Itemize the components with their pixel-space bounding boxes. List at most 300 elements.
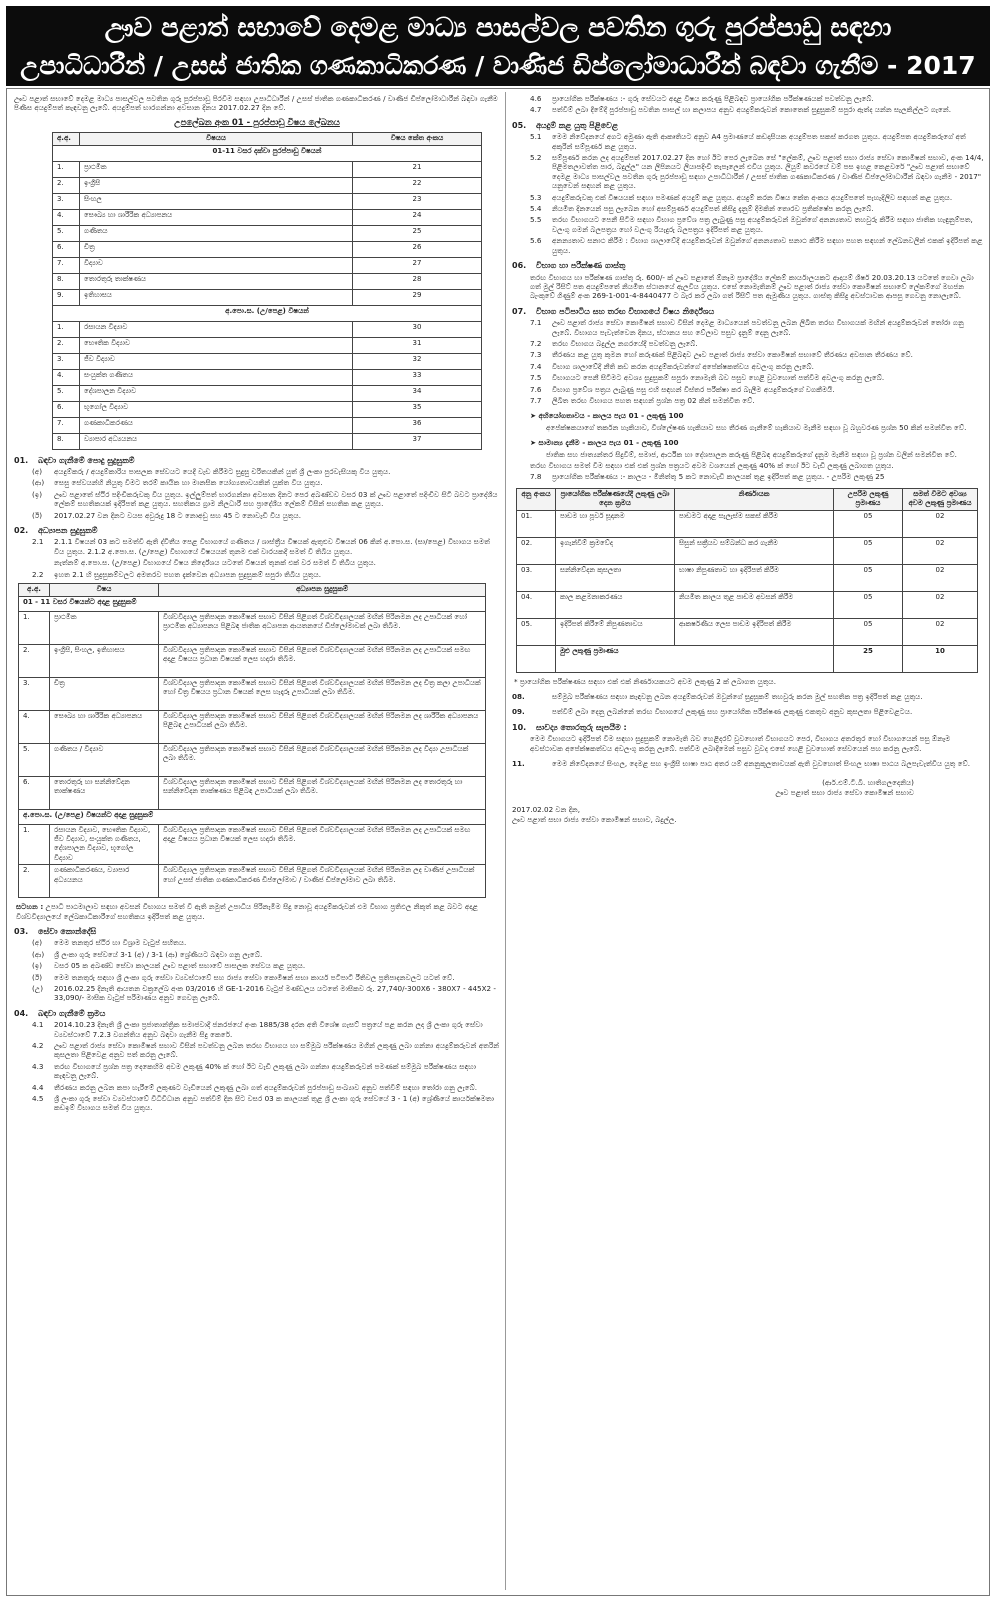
subject-code: 35 (353, 401, 482, 417)
section-02 (14, 526, 500, 579)
marks-no: 03. (517, 564, 556, 591)
marks-row (517, 510, 978, 537)
subject-name: සෞඛ්‍ය හා ශාරීරික අධ්‍යාපනය (80, 209, 353, 225)
subject-row (53, 321, 482, 337)
item-key: 2.2 (32, 569, 44, 579)
item-key: 7.6 (530, 384, 542, 394)
list-item (530, 396, 984, 405)
paper-1-text: අපේක්ෂකයාගේ තර්කන හැකියාව, විශ්ලේෂණ හැකියාව සහ තීරණ ගැනීමේ හැකියාව මැනීම සඳහා වූ බහුවරණ ප්‍රශ්න 50 කින් සමන්විත වේ. (546, 422, 967, 432)
subject-row (53, 241, 482, 257)
subject-no: 3. (53, 353, 80, 369)
subject-code: 36 (353, 417, 482, 433)
list-item (32, 961, 500, 970)
list-item (530, 362, 984, 371)
subject-no: 2. (53, 177, 80, 193)
list-item (530, 318, 984, 337)
list-item (530, 105, 984, 114)
list-item (530, 153, 984, 191)
item-key: 4.2 (32, 1041, 44, 1050)
section-07 (512, 307, 984, 482)
marks-criterion: කාල කළමනාකරණය (556, 591, 675, 618)
marks-criterion: ඉගැන්වීම් ක්‍රමවේද (556, 537, 675, 564)
list-item (530, 236, 984, 255)
item-text: 2017.02.27 වන දිනට වයස අවුරුදු 18 ට නොඅඩු සහ 45 ට නොවැඩි විය යුතුය. (54, 510, 302, 520)
item-key: 7.1 (530, 318, 542, 328)
section-text: පත්වීම් ලබා දෙනු ලබන්නේ තරඟ විභාගයේ ලකුණු සහ ප්‍රායෝගික පරීක්ෂණ ලකුණු එකතුව අනුව කුසලතා පිළිවෙළටය. (552, 707, 913, 717)
item-text: ඌව පළාත් රාජ්‍ය සේවා කොමිෂන් සභාව විසින් පවත්වනු ලබන තරඟ විභාගය හා සම්මුඛ පරීක්ෂණය මගින් ලකුණු ලබා ගන්නා අයදුම්කරුවන් අතරින් කුසලතා පිළිවෙළ අනුව පත් කරනු ලැබේ. (54, 1041, 500, 1060)
header-banner (6, 6, 990, 86)
subject-row (53, 433, 482, 449)
list-item (530, 193, 984, 202)
section-01 (14, 456, 500, 520)
subject-name: ඉතිහාසය (80, 289, 353, 305)
section-06 (512, 261, 984, 301)
subject-name: ඉංග්‍රීසි (80, 177, 353, 193)
qual-no: 4. (19, 710, 50, 743)
item-text: අයදුම්කරුවකු එක් විෂයයක් සඳහා පමණක් අයදුම් කළ යුතුය. අයදුම් කරන විෂය කේත අංකය අයදුම්පතේ පැහැදිලිව සඳහන් කළ යුතුය. (552, 192, 953, 202)
marks-desc: නියමිත කාලය තුළ පාඩම අවසන් කිරීම (675, 591, 834, 618)
marks-desc: පාඩමට අදාළ සැලැස්ම සකස් කිරීම (675, 510, 834, 537)
marks-max: 05 (834, 564, 903, 591)
subject-row (53, 385, 482, 401)
qual-subject: තොරතුරු හා සන්නිවේදන තාක්ෂණය (50, 776, 159, 809)
item-key (32, 558, 54, 567)
item-key: (ඊ) (32, 510, 43, 520)
item-key: (ආ) (32, 478, 45, 488)
list-item (32, 511, 500, 520)
subject-code: 25 (353, 225, 482, 241)
qualification-row (19, 611, 486, 644)
qual-no: 2. (19, 644, 50, 677)
section-number: 06. (512, 261, 527, 271)
marks-min: 02 (903, 591, 978, 618)
marks-header-desc: නිර්ණායක (675, 488, 834, 510)
note-text: උපාධි පාඨමාලාව සඳහා අවසන් විභාගය සමත් වී ඇති නමුත් උපාධිය පිරිනැමීම සිදු නොවූ අයදුම්කරුවන් එම විභාග ප්‍රතිඵල නිකුත් කළ බවට අදාළ විශ්වවිද්‍යාලයේ ලේඛකාධිකාරීගේ සහතිකය ඉදිරිපත් කළ යුතුය. (16, 902, 478, 921)
footer-place: ඌව පළාත් සභා රාජ්‍ය සේවා කොමිෂන් සභාව, බදුල්ල. (512, 814, 677, 824)
section-number: 07. (512, 306, 527, 316)
item-text: ඌව පළාත් රාජ්‍ය සේවා කොමිෂන් සභාව විසින් දෙමළ මාධ්‍යයෙන් පවත්වනු ලබන ලිඛිත තරඟ විභාගයක් මඟින් අයදුම්කරුවන් තෝරා ගනු ලැබේ. විභාගය පැවැත්වෙන දිනය, ස්ථානය සහ වේලාව පසුව දැනුම් දෙනු ලැබේ. (552, 318, 964, 337)
marks-no: 01. (517, 510, 556, 537)
subject-table-header-no: අ.අ. (53, 133, 80, 145)
subject-no: 9. (53, 289, 80, 305)
item-key: 5.6 (530, 236, 542, 246)
item-key: 5.4 (530, 204, 542, 214)
item-key: 5.2 (530, 153, 542, 163)
subject-row (53, 401, 482, 417)
marks-max: 05 (834, 537, 903, 564)
item-key: 4.1 (32, 1020, 44, 1030)
subject-table-header-subject: විෂයය (80, 133, 353, 145)
item-text: ප්‍රායෝගික පරීක්ෂණය :- ගුරු සේවයට අදාළ විෂය කරුණු පිළිබඳව ප්‍රායෝගික පරීක්ෂණයක් පවත්වනු ලැබේ. (552, 94, 874, 103)
item-text: 2.1.1 විෂයන් 03 කට සමත්වී ඇති ද්විතීය පෙළ විභාගයේ ගණිතය / ශාස්ත්‍රීය විෂයක් ඇතුළුව විෂයන් 06 කින් අ.පො.ස. (සා/පෙළ) විභාගය සමත් විය යුතුය. 2.1.2 අ.පො.ස. (උ/පෙළ) විභාගයේ විෂයයන් තුනම එක් වාරයකදී සමත් වී තිබිය යුතුය. (54, 537, 490, 556)
qualification-row (19, 743, 486, 776)
section-10 (512, 723, 984, 753)
subject-no: 5. (53, 225, 80, 241)
section-number: 02. (14, 526, 29, 536)
subject-code: 23 (353, 193, 482, 209)
list-item (32, 1020, 500, 1039)
list-item (32, 950, 500, 959)
subject-name: විද්‍යාව (80, 257, 353, 273)
item-text: මෙම තනතුර ස්ථිර හා විශ්‍රාම වැටුප් සහිතය. (54, 938, 187, 948)
section-number: 10. (512, 722, 527, 732)
list-item (530, 385, 984, 394)
subject-no: 6. (53, 241, 80, 257)
marks-no: 05. (517, 618, 556, 645)
item-text: ඌව පළාතේ ස්ථිර පදිංචිකරුවකු විය යුතුය. ඉල්ලුම්පත් භාරගන්නා අවසාන දිනට පෙර අඛණ්ඩව වසර 03 ක් ඌව පළාතේ පදිංචිව සිටි බවට ප්‍රාදේශීය ලේකම් සහතිකයක් ඉදිරිපත් කළ යුතුය. සහතිකය ග්‍රාම නිලධාරී සහ ප්‍රාදේශීය ලේකම් විසින් සහතික කළ යුතුය. (54, 489, 498, 509)
item-key: 7.2 (530, 338, 542, 348)
list-item (32, 478, 500, 487)
list-item (32, 1062, 500, 1081)
marks-no: 02. (517, 537, 556, 564)
section-03 (14, 927, 500, 1003)
marks-no: 04. (517, 591, 556, 618)
qualification-row (19, 677, 486, 710)
marks-row (517, 591, 978, 618)
paper-2-text: ජාතික සහ ජාත්‍යන්තර සිදුවීම්, සමාජ, ආර්ථික හා දේශපාලන කරුණු පිළිබඳ අයදුම්කරුගේ දැනුම මැනීම සඳහා වූ ප්‍රශ්න වලින් සමන්විත වේ. (546, 449, 957, 459)
list-item (32, 938, 500, 947)
qual-group-1: 01 - 11 වසර විෂයන්ට අදාළ සුදුසුකම් (19, 596, 486, 611)
list-item (530, 94, 984, 103)
item-key: 5.3 (530, 192, 542, 202)
subject-table (52, 132, 482, 449)
marks-row (517, 564, 978, 591)
section-title: සාවද්‍ය තොරතුරු සැපයීම : (536, 722, 627, 732)
subject-name: චිත්‍ර (80, 241, 353, 257)
qualification-table (18, 583, 486, 898)
marks-criterion: ඉදිරිපත් කිරීමේ නිපුණතාවය (556, 618, 675, 645)
qual-subject: රසායන විද්‍යාව, භෞතික විද්‍යාව, ජීව විද්‍යාව, සංයුක්ත ගණිතය, දේශපාලන විද්‍යාව, භූගෝල විද්‍යාව (50, 824, 159, 865)
qual-header-requirement: අධ්‍යාපන සුදුසුකම් (159, 584, 486, 596)
footer (512, 805, 984, 824)
subject-code: 28 (353, 273, 482, 289)
subject-code: 24 (353, 209, 482, 225)
subject-table-header-code: විෂය කේත අංකය (353, 133, 482, 145)
qual-no: 1. (19, 824, 50, 865)
qual-requirement: විශ්වවිද්‍යාල ප්‍රතිපාදන කොමිෂන් සභාව විසින් පිළිගත් විශ්වවිද්‍යාලයක් මඟින් පිරිනමන ලද තොරතුරු හා සන්නිවේදන තාක්ෂණය පිළිබඳ උපාධියක් ලබා තිබීම. (159, 776, 486, 809)
marks-row (517, 618, 978, 645)
item-key: (ආ) (32, 949, 45, 959)
item-key: 5.1 (530, 132, 542, 142)
subject-row (53, 337, 482, 353)
item-text: විභාග ශාලාවේදී නීති කඩ කරන අයදුම්කරුවන්ගේ අපේක්ෂකත්වය අවලංගු කරනු ලැබේ. (552, 361, 814, 371)
header-line-2: උපාධිධාරීන් / උසස් ජාතික ගණකාධිකරණ / වාණිජ ඩිප්ලෝමාධාරීන් බඳවා ගැනීම - 2017 (20, 51, 976, 80)
list-item (530, 215, 984, 234)
item-key: 7.7 (530, 395, 542, 405)
item-key: (ඉ) (32, 489, 43, 499)
item-7-8 (530, 472, 984, 481)
note-1 (16, 902, 500, 921)
marks-min: 02 (903, 510, 978, 537)
subject-no: 4. (53, 369, 80, 385)
subject-no: 7. (53, 417, 80, 433)
item-text: ප්‍රායෝගික පරීක්ෂණය :- කාලය - මිනිත්තු 5 කට නොවැඩි කාලයක් තුළ ඉදිරිපත් කළ යුතුය. - උපරිම ලකුණු 25 (552, 472, 885, 482)
marks-criterion: පාඩම හා පූර්ව සූදානම (556, 510, 675, 537)
qualification-row (19, 710, 486, 743)
subject-code: 31 (353, 337, 482, 353)
item-text: ලිඛිත තරඟ විභාගය පහත සඳහන් ප්‍රශ්න පත්‍ර 02 කින් සමන්විත වේ. (552, 395, 755, 405)
item-key: 7.5 (530, 373, 542, 383)
intro-paragraph: ඌව පළාත් සභාවේ දෙමළ මාධ්‍ය පාසල්වල පවතින ගුරු පුරප්පාඩු පිරවීම සඳහා උපාධිධාරීන් / උසස් ජාතික ගණකාධිකරණ / වාණිජ ඩිප්ලෝමාධාරීන් බඳවා ගැනීම පිණිස අයදුම්පත් කැඳවනු ලැබේ. අයදුම්පත් භාරගන්නා අවසාන දිනය 2017.02.27 දින වේ. (14, 94, 498, 113)
subject-name: දේශපාලන විද්‍යාව (80, 385, 353, 401)
subject-no: 2. (53, 337, 80, 353)
section-title: බඳවා ගැනීමේ ක්‍රමය (38, 1008, 106, 1018)
item-text: සෙසු සේවයන්හි නියුතු වීමට තරම් කායික හා මානසික යෝග්‍යතාවයකින් යුක්ත විය යුතුය. (54, 478, 323, 488)
item-text: තරඟ විභාගයේ ප්‍රශ්න පත්‍ර දෙකෙහිම අවම ලකුණු 40% ක් හෝ ඊට වැඩි ලකුණු ලබා ගන්නා අයදුම්කරුවන් පමණක් සම්මුඛ පරීක්ෂණය සඳහා කැඳවනු ලැබේ. (54, 1061, 477, 1081)
section-number: 05. (512, 120, 527, 130)
subject-row (53, 177, 482, 193)
item-text: පත්වීම් ලබා දීමේදී පුරප්පාඩු පවතින පාසල් හා කලාපය අනුව අයදුම්කරුවන් කොතෙක් සුදුසුකම් සපුරා ඇත්ද යන්න සැලකිල්ලට ගැනේ. (552, 105, 952, 115)
item-key: 4.4 (32, 1082, 44, 1092)
marks-header-min: සමත් වීමට අවශ්‍ය අවම ලකුණු ප්‍රමාණය (903, 488, 978, 510)
signatory-title: ඌව පළාත් සභා රාජ්‍ය සේවා කොමිෂන් සභාව (775, 787, 914, 797)
section-05 (512, 121, 984, 255)
subject-name: ගණිතය (80, 225, 353, 241)
subject-name: ගණකාධිකරණය (80, 417, 353, 433)
section-11 (512, 759, 984, 768)
section-number: 03. (14, 926, 29, 936)
subject-name: ව්‍යාපාර අධ්‍යයනය (80, 433, 353, 449)
marks-min: 02 (903, 537, 978, 564)
subject-name: සිංහල (80, 193, 353, 209)
list-item (32, 973, 500, 982)
marks-header-criterion: ප්‍රායෝගික පරීක්ෂණයේදී ලකුණු ලබා දෙන ක්‍රමය (556, 488, 675, 510)
marks-max: 05 (834, 510, 903, 537)
section-title: අයදුම් කළ යුතු පිළිවෙළ (536, 120, 619, 130)
section-text: සම්මුඛ පරීක්ෂණය සඳහා කැඳවනු ලබන අයදුම්කරුවන් ඔවුන්ගේ සුදුසුකම් තහවුරු කරන මුල් සහතික පත්‍ර ඉදිරිපත් කළ යුතුය. (552, 692, 923, 702)
marks-row (517, 537, 978, 564)
subject-name: තොරතුරු තාක්ෂණය (80, 273, 353, 289)
item-key: 4.6 (530, 94, 542, 103)
item-key: 7.3 (530, 350, 542, 360)
item-text: මෙම තනතුරු සඳහා ශ්‍රී ලංකා ගුරු සේවා ව්‍යවස්ථාවේ සහ රාජ්‍ය සේවා කොමිෂන් සභා කාර්ය පටිපාටි රීතිවල ප්‍රතිපාදනවලට යටත් වේ. (54, 972, 455, 982)
subject-no: 4. (53, 209, 80, 225)
list-item (32, 537, 500, 556)
item-text: තීරණය කළ යුතු කුමන හෝ කරුණක් පිළිබඳව ඌව පළාත් රාජ්‍ය සේවා කොමිෂන් සභාවේ තීරණය අවසාන තීරණය වේ. (552, 350, 913, 360)
section-title: බඳවා ගැනීමේ පොදු සුදුසුකම් (38, 455, 135, 465)
marks-max: 05 (834, 591, 903, 618)
list-item (530, 204, 984, 213)
header-line-1: ඌව පළාත් සභාවේ දෙමළ මාධ්‍ය පාසල්වල පවතින ගුරු පුරප්පාඩු සඳහා (104, 13, 892, 43)
marks-max: 05 (834, 618, 903, 645)
section-text: තරඟ විභාගය හා පරීක්ෂණ ගාස්තු රු. 600/- ක් ඌව පළාතේ ඕනෑම ප්‍රාදේශීය ලේකම් කාර්යාලයකට ආදායම් ශීර්ෂ 20.03.20.13 යටතේ ගෙවා ලබා ගත් මුල් රිසිට් පත අයදුම්පතේ නියමිත ස්ථානයේ ඇලවිය යුතුය. එසේ නොමැතිනම් ඌව පළාත් රාජ්‍ය සේවා කොමිෂන් සභාවේ ලේකම්ගේ මහජන බැංකුවේ ගිණුම් අංක 269-1-001-4-8440477 ට බැර කර ලබා ගත් රිසිට් පත ඇමුණිය යුතුය. ගාස්තු කිසිදු අවස්ථාවක ආපසු ගෙවනු නොලැබේ. (530, 272, 974, 301)
subject-code: 22 (353, 177, 482, 193)
item-text: මෙම නිවේදනයේ අගට අමුණා ඇති ආකෘතියට අනුව A4 ප්‍රමාණයේ කඩදාසියක අයදුම්පත සකස් කරගත යුතුය. අයදුම්පත අයදුම්කරුගේ අත් අකුරින් සම්පූර්ණ කළ යුතුය. (552, 132, 966, 151)
item-key: (අ) (32, 938, 43, 948)
subject-no: 5. (53, 385, 80, 401)
qual-no: 1. (19, 611, 50, 644)
subject-no: 1. (53, 161, 80, 177)
subject-no: 6. (53, 401, 80, 417)
item-text: තරඟ විභාගයට පෙනී සිටීම සඳහා විභාග ප්‍රවේශ පත්‍ර ලැබුණු පසු අයදුම්කරුවන් ඔවුන්ගේ අනන්‍යතාව තහවුරු කිරීම සඳහා ජාතික හැඳුනුම්පත, වලංගු ගමන් බලපත්‍රය හෝ වලංගු රියැදුරු බලපත්‍රය ඉදිරිපත් කළ යුතුය. (552, 215, 973, 234)
list-item (32, 490, 500, 509)
qual-subject: සෞඛ්‍ය හා ශාරීරික අධ්‍යාපනය (50, 710, 159, 743)
subject-code: 33 (353, 369, 482, 385)
pass-text: තරඟ විභාගය සමත් වීම සඳහා එක් එක් ප්‍රශ්න පත්‍රයට අවම වශයෙන් ලකුණු 40% ක් හෝ ඊට වැඩි ලකුණු ලබාගත යුතුය. (530, 461, 894, 470)
subject-code: 27 (353, 257, 482, 273)
qual-subject: ඉංග්‍රීසි, සිංහල, ඉතිහාසය (50, 644, 159, 677)
subject-name: භෞතික විද්‍යාව (80, 337, 353, 353)
item-key: 4.5 (32, 1094, 44, 1104)
marks-desc: භාෂා නිපුණතාව හා ඉදිරිපත් කිරීම (675, 564, 834, 591)
paper-2-title: ➤ සාමාන්‍ය දැනීම - කාලය පැය 01 - ලකුණු 100 (530, 438, 679, 448)
subject-code: 21 (353, 161, 482, 177)
item-key: 4.7 (530, 105, 542, 115)
subject-row (53, 289, 482, 305)
item-key: 5.5 (530, 215, 542, 225)
item-text: 2014.10.23 දිනැති ශ්‍රී ලංකා ප්‍රජාතාන්ත්‍රික සමාජවාදී ජනරජයේ අංක 1885/38 දරන අති විශේෂ ගැසට් පත්‍රයේ පළ කරන ලද ශ්‍රී ලංකා ගුරු සේවා ව්‍යවස්ථාවේ 7.2.3 වගන්තිය අනුව බඳවා ගැනීම සිදු කෙරේ. (54, 1020, 483, 1039)
qual-requirement: විශ්වවිද්‍යාල ප්‍රතිපාදන කොමිෂන් සභාව විසින් පිළිගත් විශ්වවිද්‍යාලයක් මඟින් පිරිනමන ලද චිත්‍ර කලා උපාධියක් හෝ චිත්‍ර විෂයය ප්‍රධාන විෂයක් ලෙස හැදෑරූ උපාධියක් ලබා තිබීම. (159, 677, 486, 710)
qual-header-no: අ.අ. (19, 584, 50, 596)
qual-subject: ගණිතය / විද්‍යාව (50, 743, 159, 776)
subject-name: ජීව විද්‍යාව (80, 353, 353, 369)
marks-table (516, 488, 978, 673)
section-number: 09. (512, 707, 525, 717)
paper-1-title: ➤ අභියෝගතාවය - කාලය පැය 01 - ලකුණු 100 (530, 411, 684, 421)
item-key: 7.8 (530, 472, 542, 482)
qual-subject: ගණකාධිකරණය, ව්‍යාපාර අධ්‍යයනය (50, 865, 159, 898)
subject-row (53, 161, 482, 177)
subject-group-2: අ.පො.ස. (උ/පෙළ) විෂයන් (53, 305, 482, 321)
section-title: විභාග හා පරීක්ෂණ ගාස්තු (536, 261, 626, 271)
item-text: සම්පූර්ණ කරන ලද අයදුම්පත් 2017.02.27 දින හෝ ඊට පෙර ලැබෙන සේ "ලේකම්, ඌව පළාත් සභා රාජ්‍ය සේවා කොමිෂන් සභාව, අංක 14/4, පිළිමතලාවත්ත පාර, බදුල්ල" යන ලිපිනයට ලියාපදිංචි තැපෑලෙන් එවිය යුතුය. ලියුම් කවරයේ වම් පස ඉහළ කෙළවරේ "ඌව පළාත් සභාවේ දෙමළ මාධ්‍ය පාසල්වල පවතින ගුරු පුරප්පාඩු සඳහා උපාධිධාරීන් / උසස් ජාතික ගණකාධිකරණ / වාණිජ ඩිප්ලෝමාධාරීන් බඳවා ගැනීම - 2017" යනුවෙන් සඳහන් කළ යුතුය. (552, 153, 984, 191)
subject-no: 7. (53, 257, 80, 273)
list-item (32, 1083, 500, 1092)
subject-row (53, 193, 482, 209)
qual-requirement: විශ්වවිද්‍යාල ප්‍රතිපාදන කොමිෂන් සභාව විසින් පිළිගත් විශ්වවිද්‍යාලයක් මඟින් පිරිනමන ලද ශාරීරික අධ්‍යාපනය පිළිබඳ උපාධියක් ලබා තිබීම. (159, 710, 486, 743)
marks-header-no: අනු අංකය (517, 488, 556, 510)
qual-no: 3. (19, 677, 50, 710)
section-title: සේවා කොන්දේසි (38, 926, 97, 936)
left-column (14, 92, 500, 1592)
qual-group-2: අ.පො.ස. (උ/පෙළ) විෂයන්ට අදාළ සුදුසුකම් (19, 809, 486, 824)
qualification-row (19, 824, 486, 865)
list-item (32, 558, 500, 567)
qual-no: 6. (19, 776, 50, 809)
item-key: (අ) (32, 467, 43, 477)
item-key: 4.3 (32, 1061, 44, 1071)
section-text: මෙම විභාගයට ඉදිරිපත් වීම සඳහා සුදුසුකම් නොමැති බව හෙළිදරව් වුවහොත් විභාගයට පෙර, විභාගය අතරතුර හෝ විභාගයෙන් පසු ඕනෑම අවස්ථාවක අපේක්ෂකත්වය අවලංගු කරනු ලැබේ. පත්වීම ලබාදීමෙන් පසුව වුවද එසේ හෙළි වුවහොත් සේවයෙන් පහ කරනු ලැබේ. (530, 734, 951, 753)
subject-no: 1. (53, 321, 80, 337)
signatory-name: (ආර්.එම්.ටී.බී. හාතිගලදෙනිය) (822, 778, 914, 788)
list-item (530, 350, 984, 359)
subject-code: 30 (353, 321, 482, 337)
right-column (512, 92, 984, 1592)
column-divider (505, 92, 506, 1590)
note-label: සටහන : (16, 902, 44, 912)
section-number: 11. (512, 759, 525, 769)
note-2: * ප්‍රායෝගික පරීක්ෂණය සඳහා එක් එක් නිර්ණායකයට අවම ලකුණු 2 ක් ලබාගත යුතුය. (514, 676, 776, 686)
list-item (32, 1041, 500, 1060)
qualification-row (19, 644, 486, 677)
footer-date: 2017.02.02 වන දින, (512, 805, 581, 815)
signature-block (512, 778, 984, 797)
subject-code: 34 (353, 385, 482, 401)
subject-no: 8. (53, 273, 80, 289)
qual-requirement: විශ්වවිද්‍යාල ප්‍රතිපාදන කොමිෂන් සභාව විසින් පිළිගත් විශ්වවිද්‍යාලයක් මඟින් පිරිනමන ලද උපාධියක් සමඟ අදාළ විෂයය ප්‍රධාන විෂයක් ලෙස හදාරා තිබීම. (159, 824, 486, 865)
section-title: විභාග පටිපාටිය සහ තරඟ විභාගයේ විෂය නිර්දේශය (536, 306, 715, 316)
marks-min: 02 (903, 564, 978, 591)
qual-requirement: විශ්වවිද්‍යාල ප්‍රතිපාදන කොමිෂන් සභාව විසින් පිළිගත් විශ්වවිද්‍යාලයක් මඟින් පිරිනමන ලද උපාධියක් හෝ ප්‍රාථමික අධ්‍යාපනය පිළිබඳ ජාතික අධ්‍යාපන ආයතනයේ ඩිප්ලෝමාවක් ලබා තිබීම. (159, 611, 486, 644)
section-04 (14, 1009, 500, 1113)
item-text: අයදුම්කරු / අයදුම්කාරිය පාසලක සේවයට යෙදී වැඩ කිරීමට සුදුසු චරිතයකින් යුත් ශ්‍රී ලංකා පුරවැසියකු විය යුතුය. (54, 467, 391, 477)
subject-row (53, 257, 482, 273)
qualification-row (19, 776, 486, 809)
list-item (530, 373, 984, 382)
qual-requirement: විශ්වවිද්‍යාල ප්‍රතිපාදන කොමිෂන් සභාව විසින් පිළිගත් විශ්වවිද්‍යාලයක් මඟින් පිරිනමන ලද උපාධියක් සමඟ අදාළ විෂයය ප්‍රධාන විෂයක් ලෙස හදාරා තිබීම. (159, 644, 486, 677)
list-item (530, 339, 984, 348)
item-key: (උ) (32, 983, 44, 993)
item-text: නැත්නම් අ.පො.ස. (උ/පෙළ) විභාගයේ විෂය නිර්දේශය යටතේ විෂයන් තුනක් එක් වර සමත් වී තිබිය යුතුය. (54, 558, 376, 568)
subject-code: 32 (353, 353, 482, 369)
qual-subject: ප්‍රාථමික (50, 611, 159, 644)
section-title: අධ්‍යාපන සුදුසුකම් (38, 526, 98, 536)
subject-group-1: 01-11 වසර දක්වා පුරප්පාඩු විෂයන් (53, 145, 482, 161)
marks-desc: ආකර්ෂණීය ලෙස පාඩම ඉදිරිපත් කිරීම (675, 618, 834, 645)
subject-no: 3. (53, 193, 80, 209)
list-item (32, 467, 500, 476)
subject-code: 26 (353, 241, 482, 257)
item-text: 2016.02.25 දිනැති ආයතන චක්‍රලේඛ අංක 03/2016 හි GE-1-2016 වැටුප් මණ්ඩලය යටතේ මාසිකව රු. 27,740/-300X6 - 380X7 - 445X2 - 33,090/- මාසික වැටුප් පරිමාණය අනුව ගෙවනු ලැබේ. (54, 983, 496, 1003)
item-text: අනන්‍යතාව සනාථ කිරීම : විභාග ශාලාවේදී අයදුම්කරුවන් ඔවුන්ගේ අනන්‍යතාව සනාථ කිරීම සඳහා පහත සඳහන් ලේඛනවලින් එකක් ඉදිරිපත් කළ යුතුය. (552, 236, 983, 255)
section-number: 01. (14, 455, 29, 465)
marks-min: 02 (903, 618, 978, 645)
marks-total-min: 10 (903, 645, 978, 672)
subject-row (53, 273, 482, 289)
marks-total-label: මුළු ලකුණු ප්‍රමාණය (556, 645, 834, 672)
annex-title: උපලේඛන අංක 01 - පුරප්පාඩු විෂය ලේඛනය (174, 117, 340, 128)
section-number: 04. (14, 1008, 29, 1018)
item-text: ඉහත 2.1 හි සුදුසුකම්වලට අමතරව පහත දැක්වෙන අධ්‍යාපන සුදුසුකම් සපුරා තිබිය යුතුය. (54, 569, 322, 579)
item-text: වසර 05 ක අඛණ්ඩ සේවා කාලයක් ඌව පළාත් සභාවේ පාසලක සේවය කළ යුතුය. (54, 961, 306, 971)
subject-row (53, 369, 482, 385)
subject-name: ප්‍රාථමික (80, 161, 353, 177)
item-key: (ඉ) (32, 961, 43, 971)
item-key: 2.1 (32, 537, 44, 547)
section-08 (512, 692, 984, 701)
item-text: ශ්‍රී ලංකා ගුරු සේවයේ 3-1 (අ) / 3-1 (ආ) ශ්‍රේණියට බඳවා ගනු ලැබේ. (54, 949, 263, 959)
qual-no: 2. (19, 865, 50, 898)
subject-name: සංයුක්ත ගණිතය (80, 369, 353, 385)
section-09 (512, 707, 984, 716)
marks-criterion: සන්නිවේදන කුසලතා (556, 564, 675, 591)
list-item (32, 570, 500, 579)
qual-subject: චිත්‍ර (50, 677, 159, 710)
item-text: නියමිත දිනයෙන් පසු ලැබෙන හෝ අසම්පූර්ණ අයදුම්පත් කිසිදු දැනුම් දීමකින් තොරව ප්‍රතික්ෂේප කරනු ලැබේ. (552, 204, 874, 214)
subject-name: භූගෝල විද්‍යාව (80, 401, 353, 417)
marks-desc: සිසුන් සක්‍රීයව සම්බන්ධ කර ගැනීම (675, 537, 834, 564)
qualification-row (19, 865, 486, 898)
item-text: විභාගයට පෙනී සිටීමට අවශ්‍ය සුදුසුකම් සපුරා නොමැති බව පසුව හෙළි වුවහොත් පත්වීම අවලංගු කරනු ලැබේ. (552, 373, 885, 383)
subject-code: 37 (353, 433, 482, 449)
list-item (32, 1094, 500, 1113)
item-text: තීරණය කරනු ලබන කපා හැරීමේ ලකුණට වැඩියෙන් ලකුණු ලබා ගත් අයදුම්කරුවන් පුරප්පාඩු සංඛ්‍යාව අනුව පත්වීම් සඳහා තෝරා ගනු ලැබේ. (54, 1082, 478, 1092)
item-key: (ඊ) (32, 972, 43, 982)
qual-requirement: විශ්වවිද්‍යාල ප්‍රතිපාදන කොමිෂන් සභාව විසින් පිළිගත් විශ්වවිද්‍යාලයක් මඟින් පිරිනමන ලද විද්‍යා උපාධියක් ලබා තිබීම. (159, 743, 486, 776)
subject-name: රසායන විද්‍යාව (80, 321, 353, 337)
subject-row (53, 353, 482, 369)
qual-no: 5. (19, 743, 50, 776)
section-text: මෙම නිවේදනයේ සිංහල, දෙමළ සහ ඉංග්‍රීසි භාෂා පාඨ අතර යම් අනනුකූලතාවයක් ඇති වුවහොත් සිංහල භාෂා පාඨය බලපැවැත්විය යුතු වේ. (552, 759, 971, 769)
list-item (530, 132, 984, 151)
subject-row (53, 209, 482, 225)
item-key: 7.4 (530, 361, 542, 371)
item-text: ශ්‍රී ලංකා ගුරු සේවා ව්‍යවස්ථාවේ විධිවිධාන අනුව පත්වීම් දින සිට වසර 03 ක කාලයක් තුළ ශ්‍රී ලංකා ගුරු සේවයේ 3 - 1 (අ) ශ්‍රේණියේ කාර්යක්ෂමතා කඩඉම් විභාගය සමත් විය යුතුය. (54, 1094, 495, 1113)
qual-header-subject: විෂය (50, 584, 159, 596)
subject-row (53, 417, 482, 433)
marks-header-max: උපරිම ලකුණු ප්‍රමාණය (834, 488, 903, 510)
subject-no: 8. (53, 433, 80, 449)
